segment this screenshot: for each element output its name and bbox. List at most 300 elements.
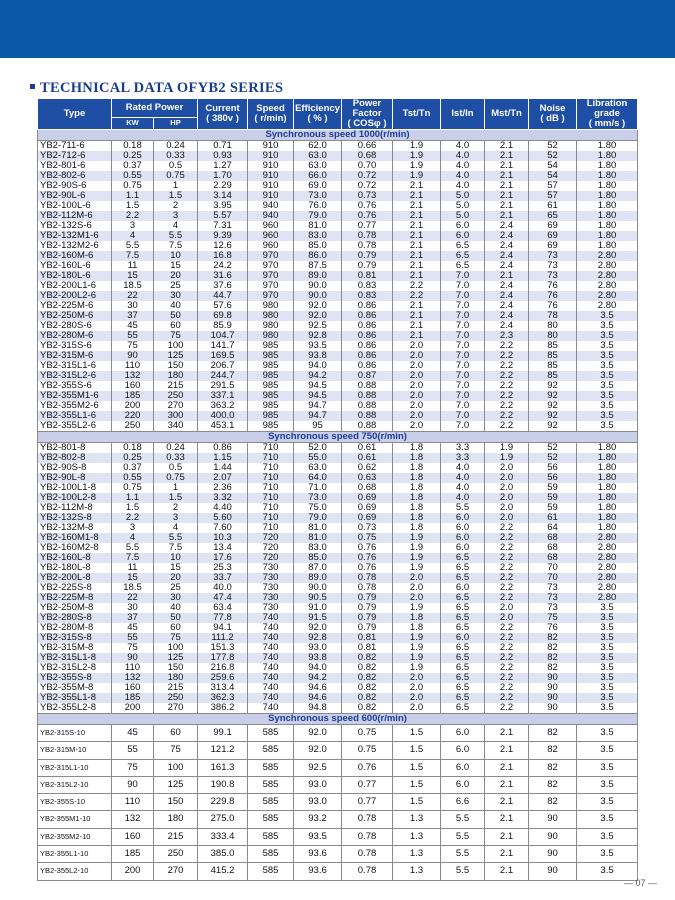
table-cell: YB2-250M-6 [38,311,112,321]
table-cell: 2.0 [393,381,441,391]
table-cell: YB2-90S-8 [38,463,112,473]
table-cell: YB2-112M-6 [38,211,112,221]
table-cell: 0.79 [342,593,393,603]
table-cell: 85 [529,351,577,361]
table-cell: 3.95 [198,201,248,211]
table-cell: 45 [112,725,154,742]
table-cell: 92 [529,381,577,391]
table-cell: 6.5 [441,553,485,563]
table-cell: 185 [112,693,154,703]
table-cell: 30 [112,301,154,311]
table-cell: 1.80 [577,151,638,161]
table-cell: 6.5 [441,251,485,261]
table-cell: 110 [112,663,154,673]
table-cell: 66.0 [294,171,342,181]
table-cell: 0.68 [342,483,393,493]
table-cell: 0.75 [342,725,393,742]
table-cell: 2.4 [485,311,529,321]
table-cell: 4.0 [441,141,485,152]
header-current [198,99,248,130]
table-cell: 185 [112,846,154,863]
table-cell: 5.5 [441,863,485,880]
table-cell: 6.5 [441,623,485,633]
table-cell: 7.0 [441,311,485,321]
table-cell: 740 [248,613,294,623]
header-vibration-label: Libration grade [586,98,628,119]
table-cell: 710 [248,513,294,523]
table-cell: 87.0 [294,563,342,573]
table-cell: 90 [529,828,577,845]
table-cell: 250 [154,693,198,703]
table-cell: 2.0 [485,613,529,623]
header-efficiency [294,99,342,130]
table-cell: 985 [248,421,294,432]
table-cell: 75 [154,742,198,759]
table-cell: 75 [154,633,198,643]
table-cell: 0.37 [112,161,154,171]
table-cell: 1.9 [393,633,441,643]
section-heading: Synchronous speed 600(r/min) [38,714,638,725]
table-cell: 69 [529,231,577,241]
table-row [38,261,638,271]
table-row [38,643,638,653]
table-cell: 1.9 [393,563,441,573]
table-cell: 291.5 [198,381,248,391]
table-cell: 76 [529,623,577,633]
table-cell: 2.07 [198,473,248,483]
table-cell: 2.1 [393,241,441,251]
table-cell: 2.80 [577,251,638,261]
table-cell: 93.6 [294,863,342,880]
table-cell: 6.0 [441,583,485,593]
table-cell: 100 [154,759,198,776]
table-cell: 6.5 [441,663,485,673]
table-cell: YB2-100L2-8 [38,493,112,503]
table-row [38,171,638,181]
table-cell: 91.5 [294,613,342,623]
table-cell: 940 [248,201,294,211]
table-row [38,381,638,391]
table-row [38,513,638,523]
table-cell: 1.9 [393,533,441,543]
table-cell: 1.80 [577,231,638,241]
table-cell: 453.1 [198,421,248,432]
table-cell: 1.15 [198,453,248,463]
table-cell: 2.1 [393,331,441,341]
table-cell: 980 [248,321,294,331]
table-cell: 0.62 [342,463,393,473]
table-cell: 75 [112,759,154,776]
header-kw-label: KW [126,118,139,128]
table-cell: 11 [112,563,154,573]
table-cell: 0.86 [342,361,393,371]
table-cell: 0.76 [342,553,393,563]
table-cell: 16.8 [198,251,248,261]
table-cell: 76 [529,291,577,301]
table-cell: 1.5 [393,742,441,759]
table-cell: 337.1 [198,391,248,401]
table-cell: 585 [248,794,294,811]
header-efficiency-label: Efficiency [295,103,340,114]
table-row [38,291,638,301]
table-cell: 94.2 [294,371,342,381]
table-cell: YB2-132S-6 [38,221,112,231]
table-cell: 710 [248,523,294,533]
table-cell: 0.88 [342,391,393,401]
table-cell: 3.5 [577,703,638,714]
table-cell: 2.2 [485,703,529,714]
table-cell: 710 [248,493,294,503]
table-cell: 125 [154,351,198,361]
table-cell: YB2-200L1-6 [38,281,112,291]
table-cell: YB2-315M-8 [38,643,112,653]
table-cell: 1.3 [393,846,441,863]
table-cell: 100 [154,643,198,653]
table-cell: 3 [154,211,198,221]
table-cell: 3.5 [577,371,638,381]
table-row [38,533,638,543]
table-cell: 910 [248,181,294,191]
table-cell: 1.80 [577,221,638,231]
table-cell: 2 [154,503,198,513]
table-cell: 59 [529,503,577,513]
table-cell: 585 [248,846,294,863]
table-cell: 65 [529,211,577,221]
table-cell: 22 [112,291,154,301]
section-heading-row [38,714,638,725]
table-cell: 2.1 [485,201,529,211]
table-cell: 71.0 [294,483,342,493]
table-cell: 7.0 [441,371,485,381]
table-cell: 93.5 [294,341,342,351]
table-cell: 0.24 [154,443,198,454]
table-cell: 3.5 [577,633,638,643]
table-cell: 6.5 [441,563,485,573]
table-cell: 2.2 [485,533,529,543]
table-cell: 1.9 [393,543,441,553]
table-cell: 2.36 [198,483,248,493]
table-cell: 1.27 [198,161,248,171]
table-cell: 2.0 [485,603,529,613]
table-cell: 5.5 [154,533,198,543]
table-cell: 3.5 [577,742,638,759]
table-cell: 94.8 [294,703,342,714]
table-cell: 7.0 [441,391,485,401]
table-cell: YB2-315M-10 [38,742,112,759]
table-cell: 93.8 [294,653,342,663]
table-cell: YB2-315L1-6 [38,361,112,371]
table-cell: 2.2 [485,351,529,361]
table-cell: YB2-355L2-6 [38,421,112,432]
table-row [38,463,638,473]
header-type [38,99,112,130]
table-cell: 1.80 [577,503,638,513]
table-cell: 985 [248,411,294,421]
table-cell: 2.2 [485,523,529,533]
table-cell: 259.6 [198,673,248,683]
table-cell: 3.5 [577,361,638,371]
table-row [38,553,638,563]
table-cell: 61 [529,513,577,523]
table-cell: 52 [529,453,577,463]
table-cell: 82 [529,776,577,793]
table-cell: 5.0 [441,191,485,201]
table-cell: 4.0 [441,161,485,171]
table-cell: YB2-280S-8 [38,613,112,623]
table-cell: 160 [112,828,154,845]
header-mst-tn [485,99,529,130]
table-cell: 132 [112,371,154,381]
header-mst-tn-label: Mst/Tn [491,108,522,119]
table-cell: 200 [112,703,154,714]
table-cell: YB2-355S-8 [38,673,112,683]
table-cell: 244.7 [198,371,248,381]
table-cell: 1.8 [393,613,441,623]
table-cell: 2.3 [485,331,529,341]
header-speed [248,99,294,130]
table-cell: 585 [248,863,294,880]
table-cell: 76.0 [294,201,342,211]
table-cell: 94.0 [294,361,342,371]
table-cell: 215 [154,683,198,693]
table-cell: 0.86 [342,331,393,341]
table-cell: 68 [529,543,577,553]
table-cell: 5.5 [154,231,198,241]
table-cell: 0.82 [342,673,393,683]
table-cell: 1.3 [393,828,441,845]
table-cell: 960 [248,221,294,231]
table-cell: 93.8 [294,351,342,361]
table-row [38,341,638,351]
table-cell: 3.5 [577,603,638,613]
table-cell: 17.6 [198,553,248,563]
table-cell: 54 [529,171,577,181]
table-cell: 15 [154,563,198,573]
table-cell: 83.0 [294,543,342,553]
table-cell: 92.5 [294,321,342,331]
table-cell: 75.0 [294,503,342,513]
table-cell: 985 [248,401,294,411]
table-cell: 7.0 [441,341,485,351]
table-cell: 0.86 [342,341,393,351]
table-row [38,593,638,603]
table-cell: 0.78 [342,846,393,863]
table-cell: 93.5 [294,828,342,845]
table-cell: 20 [154,271,198,281]
table-cell: 2.1 [393,191,441,201]
header-hp [154,117,198,129]
table-cell: YB2-315S-10 [38,725,112,742]
table-cell: 2.80 [577,533,638,543]
table-cell: 250 [154,846,198,863]
table-cell: 90 [112,776,154,793]
table-cell: 57 [529,191,577,201]
table-cell: 0.83 [342,291,393,301]
table-cell: 5.5 [441,828,485,845]
header-power-factor [342,99,393,130]
table-cell: YB2-315L1-10 [38,759,112,776]
table-cell: 125 [154,776,198,793]
table-cell: 0.76 [342,759,393,776]
table-cell: 970 [248,261,294,271]
table-cell: 69.0 [294,181,342,191]
table-cell: 61 [529,201,577,211]
header-tst-tn [393,99,441,130]
table-cell: 90 [529,673,577,683]
table-cell: 169.5 [198,351,248,361]
table-cell: 3.5 [577,613,638,623]
table-cell: 2.0 [393,673,441,683]
table-cell: 0.86 [342,301,393,311]
table-cell: 1.80 [577,453,638,463]
table-cell: 2.1 [485,211,529,221]
table-cell: 1.8 [393,473,441,483]
table-cell: 3.5 [577,776,638,793]
table-row [38,846,638,863]
table-cell: 63.4 [198,603,248,613]
table-cell: 1.9 [485,443,529,454]
table-cell: 55 [112,331,154,341]
table-cell: YB2-160M-6 [38,251,112,261]
table-cell: 40 [154,603,198,613]
table-cell: 910 [248,161,294,171]
table-cell: 13.4 [198,543,248,553]
table-row [38,391,638,401]
table-cell: 1.9 [393,141,441,152]
table-cell: 1.5 [393,776,441,793]
table-cell: 3.5 [577,846,638,863]
table-cell: 7.0 [441,401,485,411]
table-cell: 52 [529,141,577,152]
table-cell: 1.9 [393,171,441,181]
table-cell: 740 [248,653,294,663]
table-cell: 740 [248,663,294,673]
table-cell: 7.0 [441,381,485,391]
table-row [38,401,638,411]
table-cell: 720 [248,533,294,543]
table-cell: 0.78 [342,241,393,251]
table-cell: 2.0 [393,401,441,411]
table-cell: 1.80 [577,161,638,171]
table-cell: 0.82 [342,693,393,703]
table-cell: 2.1 [393,231,441,241]
table-cell: YB2-801-6 [38,161,112,171]
table-row [38,331,638,341]
table-cell: 7.0 [441,291,485,301]
table-cell: 0.69 [342,513,393,523]
table-row [38,493,638,503]
table-cell: 30 [154,291,198,301]
table-cell: 7.0 [441,351,485,361]
table-cell: 7.0 [441,421,485,432]
table-cell: 150 [154,663,198,673]
table-cell: 85 [529,361,577,371]
table-cell: 2.1 [393,301,441,311]
table-cell: 415.2 [198,863,248,880]
table-cell: 62.0 [294,141,342,152]
table-cell: 76 [529,301,577,311]
table-cell: YB2-355M1-6 [38,391,112,401]
table-cell: 15 [112,271,154,281]
table-cell: 585 [248,759,294,776]
table-cell: YB2-200L2-6 [38,291,112,301]
table-cell: 90.0 [294,291,342,301]
table-cell: 52 [529,151,577,161]
header-vibration-unit: ( mm/s ) [588,118,626,129]
table-cell: 1.5 [393,759,441,776]
table-cell: 2.80 [577,281,638,291]
table-cell: 2.80 [577,291,638,301]
table-cell: 89.0 [294,271,342,281]
table-cell: 0.72 [342,181,393,191]
table-cell: 3.5 [577,759,638,776]
table-cell: 910 [248,171,294,181]
table-cell: 5.60 [198,513,248,523]
table-cell: 1.8 [393,483,441,493]
table-cell: 0.75 [154,171,198,181]
table-cell: 92.8 [294,633,342,643]
table-cell: 44.7 [198,291,248,301]
table-cell: 940 [248,211,294,221]
table-cell: 6.5 [441,693,485,703]
table-cell: 2.80 [577,573,638,583]
table-cell: 1.44 [198,463,248,473]
table-row [38,411,638,421]
header-rated-power-label: Rated Power [125,101,184,113]
table-cell: 2.2 [485,623,529,633]
table-cell: 90 [529,703,577,714]
table-cell: 1.80 [577,141,638,152]
table-row [38,351,638,361]
table-cell: 3.5 [577,863,638,880]
table-row [38,828,638,845]
table-cell: 730 [248,583,294,593]
table-row [38,231,638,241]
table-cell: 2.4 [485,301,529,311]
table-cell: 385.0 [198,846,248,863]
table-cell: 85 [529,371,577,381]
table-cell: 2.2 [485,683,529,693]
section-600-rpm [38,714,638,881]
table-cell: 6.5 [441,673,485,683]
table-row [38,573,638,583]
table-cell: 92.0 [294,311,342,321]
table-cell: 0.33 [154,151,198,161]
table-cell: YB2-160L-6 [38,261,112,271]
table-cell: 3.5 [577,311,638,321]
table-row [38,473,638,483]
table-cell: 6.0 [441,776,485,793]
table-cell: 59 [529,483,577,493]
table-cell: YB2-160M2-8 [38,543,112,553]
table-cell: 2.2 [485,643,529,653]
table-cell: 0.75 [112,181,154,191]
table-cell: 0.88 [342,381,393,391]
table-cell: 585 [248,725,294,742]
table-cell: 1.80 [577,523,638,533]
table-cell: 1.1 [112,493,154,503]
table-cell: 2.1 [485,811,529,828]
table-cell: 270 [154,863,198,880]
table-row [38,703,638,714]
table-cell: 2.80 [577,543,638,553]
table-cell: 980 [248,311,294,321]
table-cell: 37.6 [198,281,248,291]
table-cell: 93.2 [294,811,342,828]
header-hp-label: HP [170,118,181,128]
table-cell: 7.5 [154,543,198,553]
table-cell: 2.2 [485,421,529,432]
